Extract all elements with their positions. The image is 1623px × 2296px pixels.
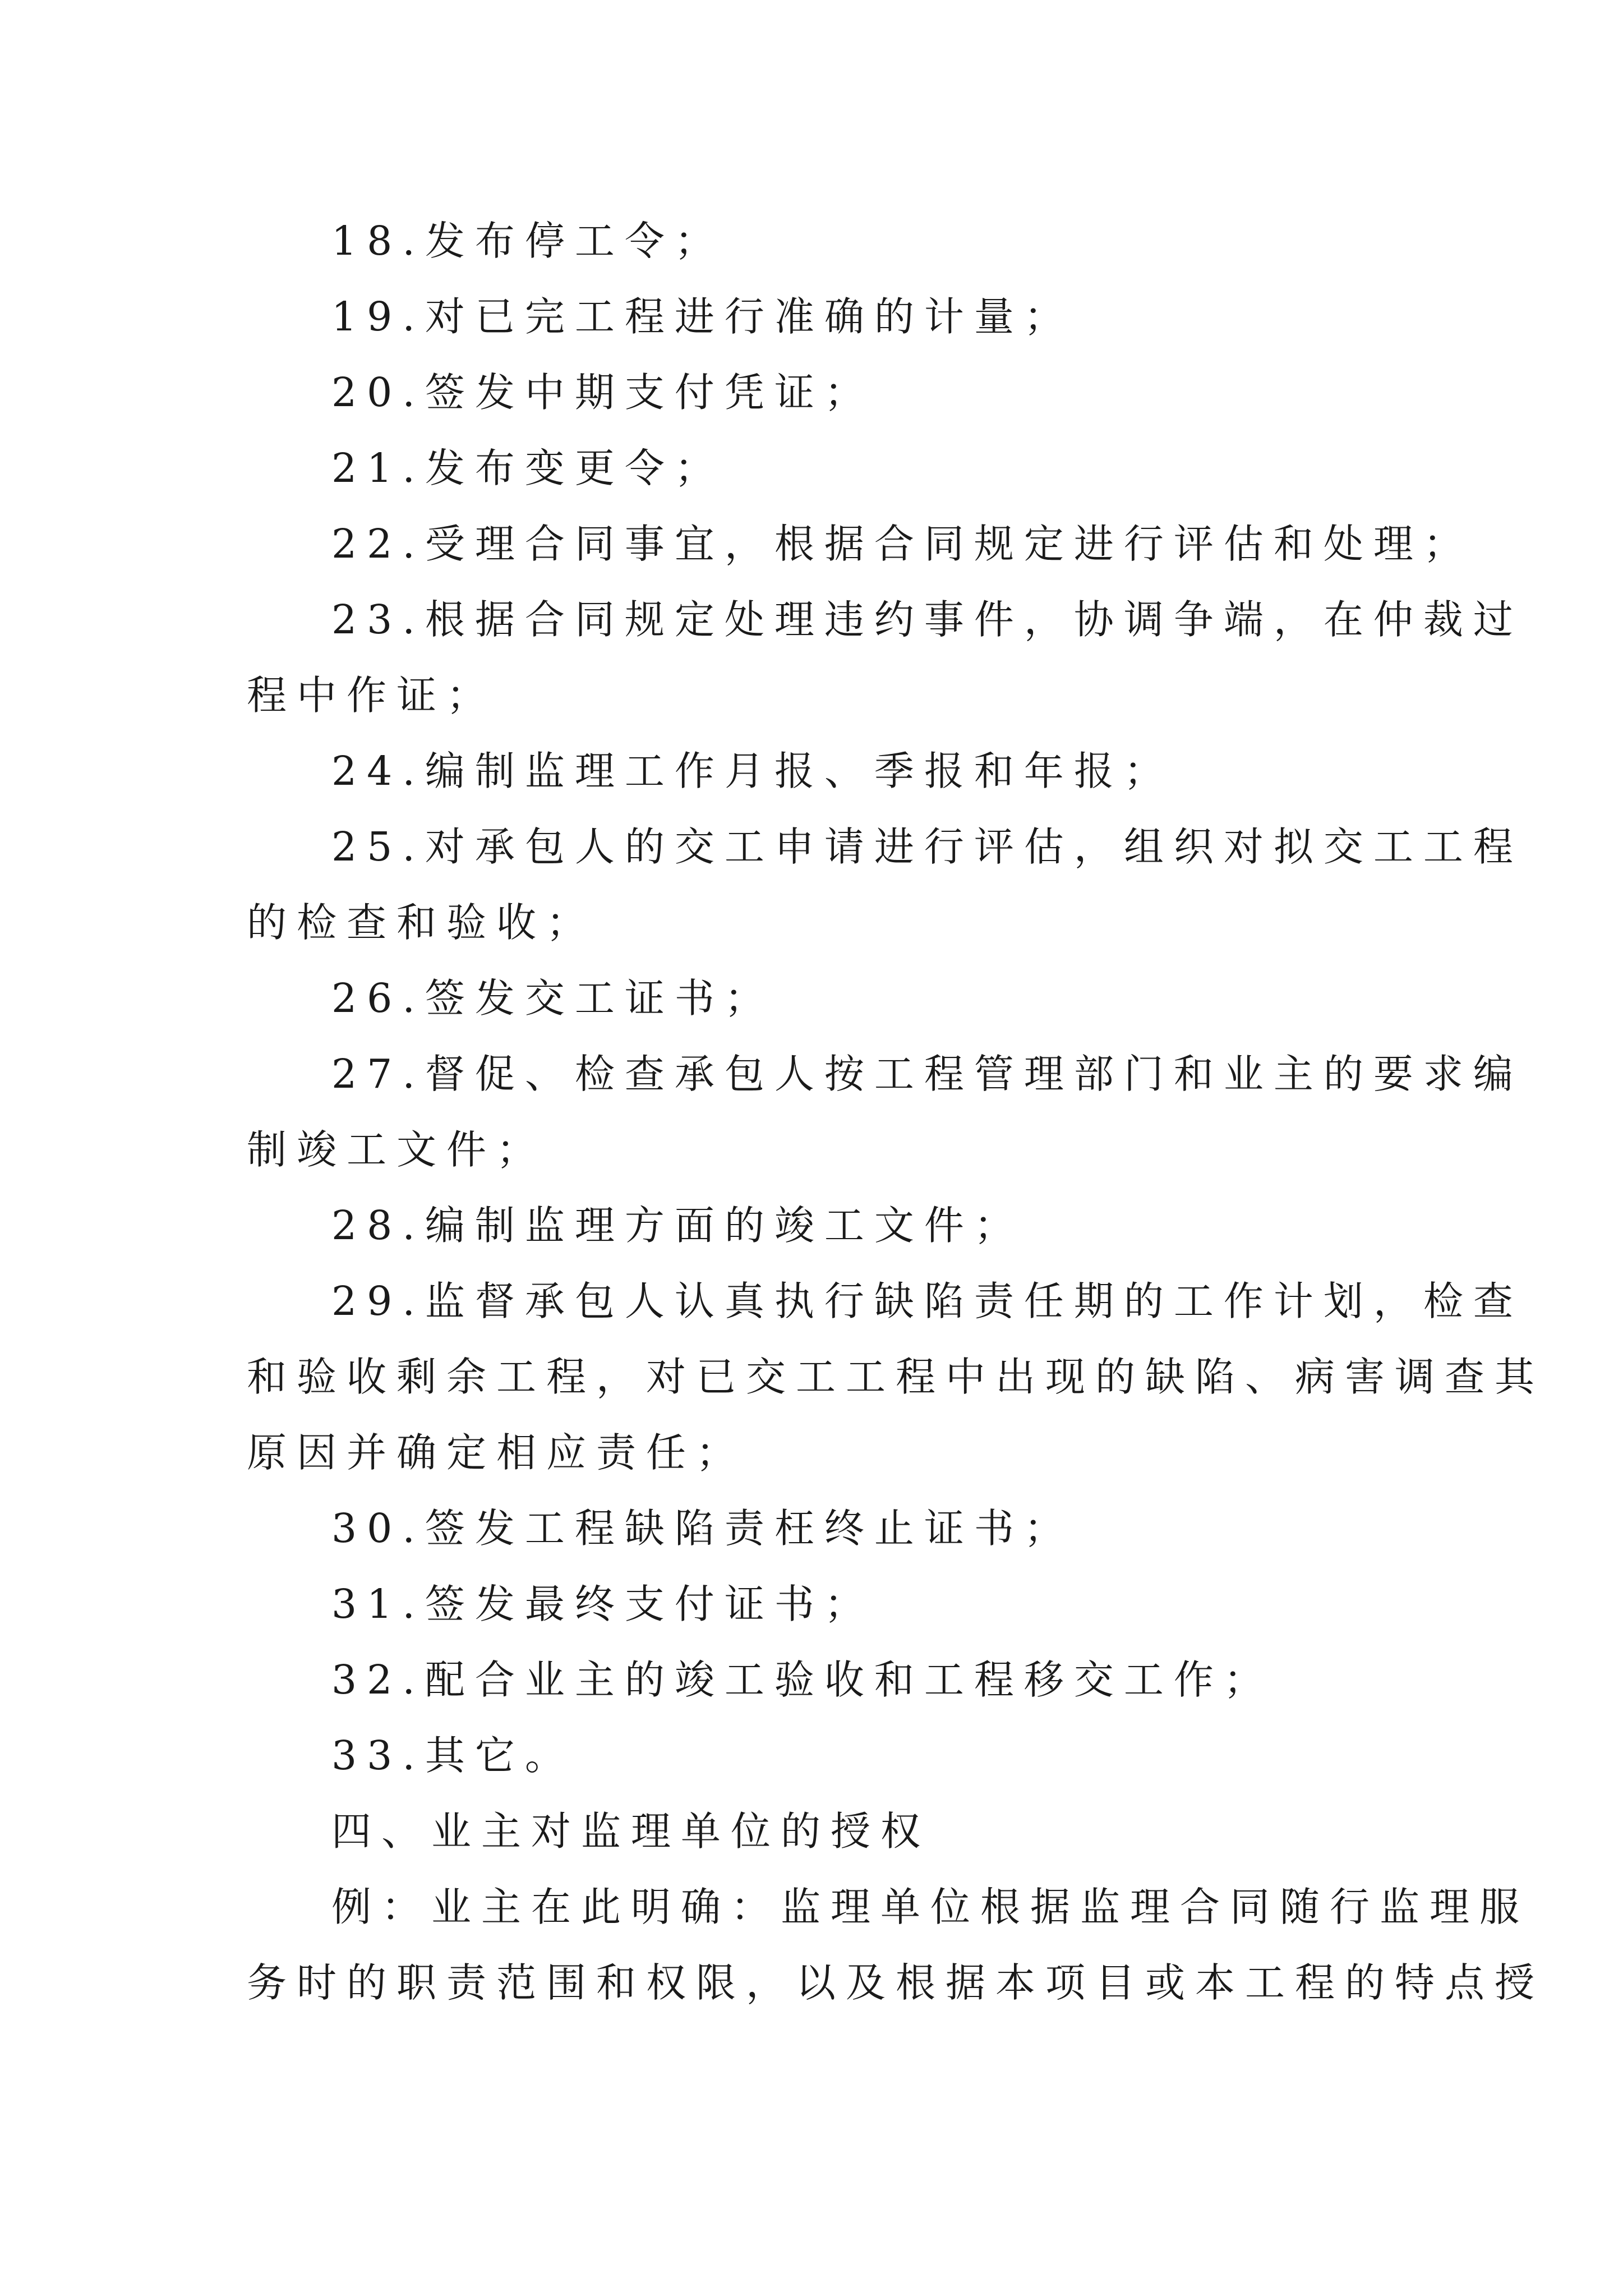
list-item-27-cont: 制竣工文件； <box>247 1126 547 1173</box>
list-item-33: 33.其它。 <box>331 1732 575 1779</box>
list-item-29: 29.监督承包人认真执行缺陷责任期的工作计划，检查 <box>331 1278 1523 1324</box>
list-item-20: 20.签发中期支付凭证； <box>331 369 874 416</box>
list-item-24: 24.编制监理工作月报、季报和年报； <box>331 748 1174 794</box>
list-item-18: 18.发布停工令； <box>331 218 725 264</box>
list-item-28: 28.编制监理方面的竣工文件； <box>331 1202 1024 1249</box>
list-item-32: 32.配合业主的竣工验收和工程移交工作； <box>331 1657 1274 1703</box>
list-item-21: 21.发布变更令； <box>331 445 725 491</box>
list-item-29-cont-2: 原因并确定相应责任； <box>247 1429 746 1476</box>
list-item-25-cont: 的检查和验收； <box>247 899 597 946</box>
list-item-23-cont: 程中作证； <box>247 672 497 719</box>
list-item-27: 27.督促、检查承包人按工程管理部门和业主的要求编 <box>331 1051 1523 1097</box>
list-item-22: 22.受理合同事宜，根据合同规定进行评估和处理； <box>331 521 1473 567</box>
paragraph-line-2: 务时的职责范围和权限，以及根据本项目或本工程的特点授 <box>247 1959 1545 2006</box>
list-item-31: 31.签发最终支付证书； <box>331 1581 874 1627</box>
list-item-19: 19.对已完工程进行准确的计量； <box>331 293 1074 340</box>
section-heading: 四、业主对监理单位的授权 <box>331 1808 931 1855</box>
list-item-30: 30.签发工程缺陷责枉终止证书； <box>331 1505 1074 1552</box>
list-item-26: 26.签发交工证书； <box>331 975 774 1022</box>
list-item-29-cont-1: 和验收剩余工程，对已交工工程中出现的缺陷、病害调查其 <box>247 1354 1545 1400</box>
paragraph-line-1: 例：业主在此明确：监理单位根据监理合同随行监理服 <box>331 1884 1530 1930</box>
list-item-25: 25.对承包人的交工申请进行评估，组织对拟交工工程 <box>331 823 1523 870</box>
list-item-23: 23.根据合同规定处理违约事件，协调争端，在仲裁过 <box>331 596 1523 643</box>
